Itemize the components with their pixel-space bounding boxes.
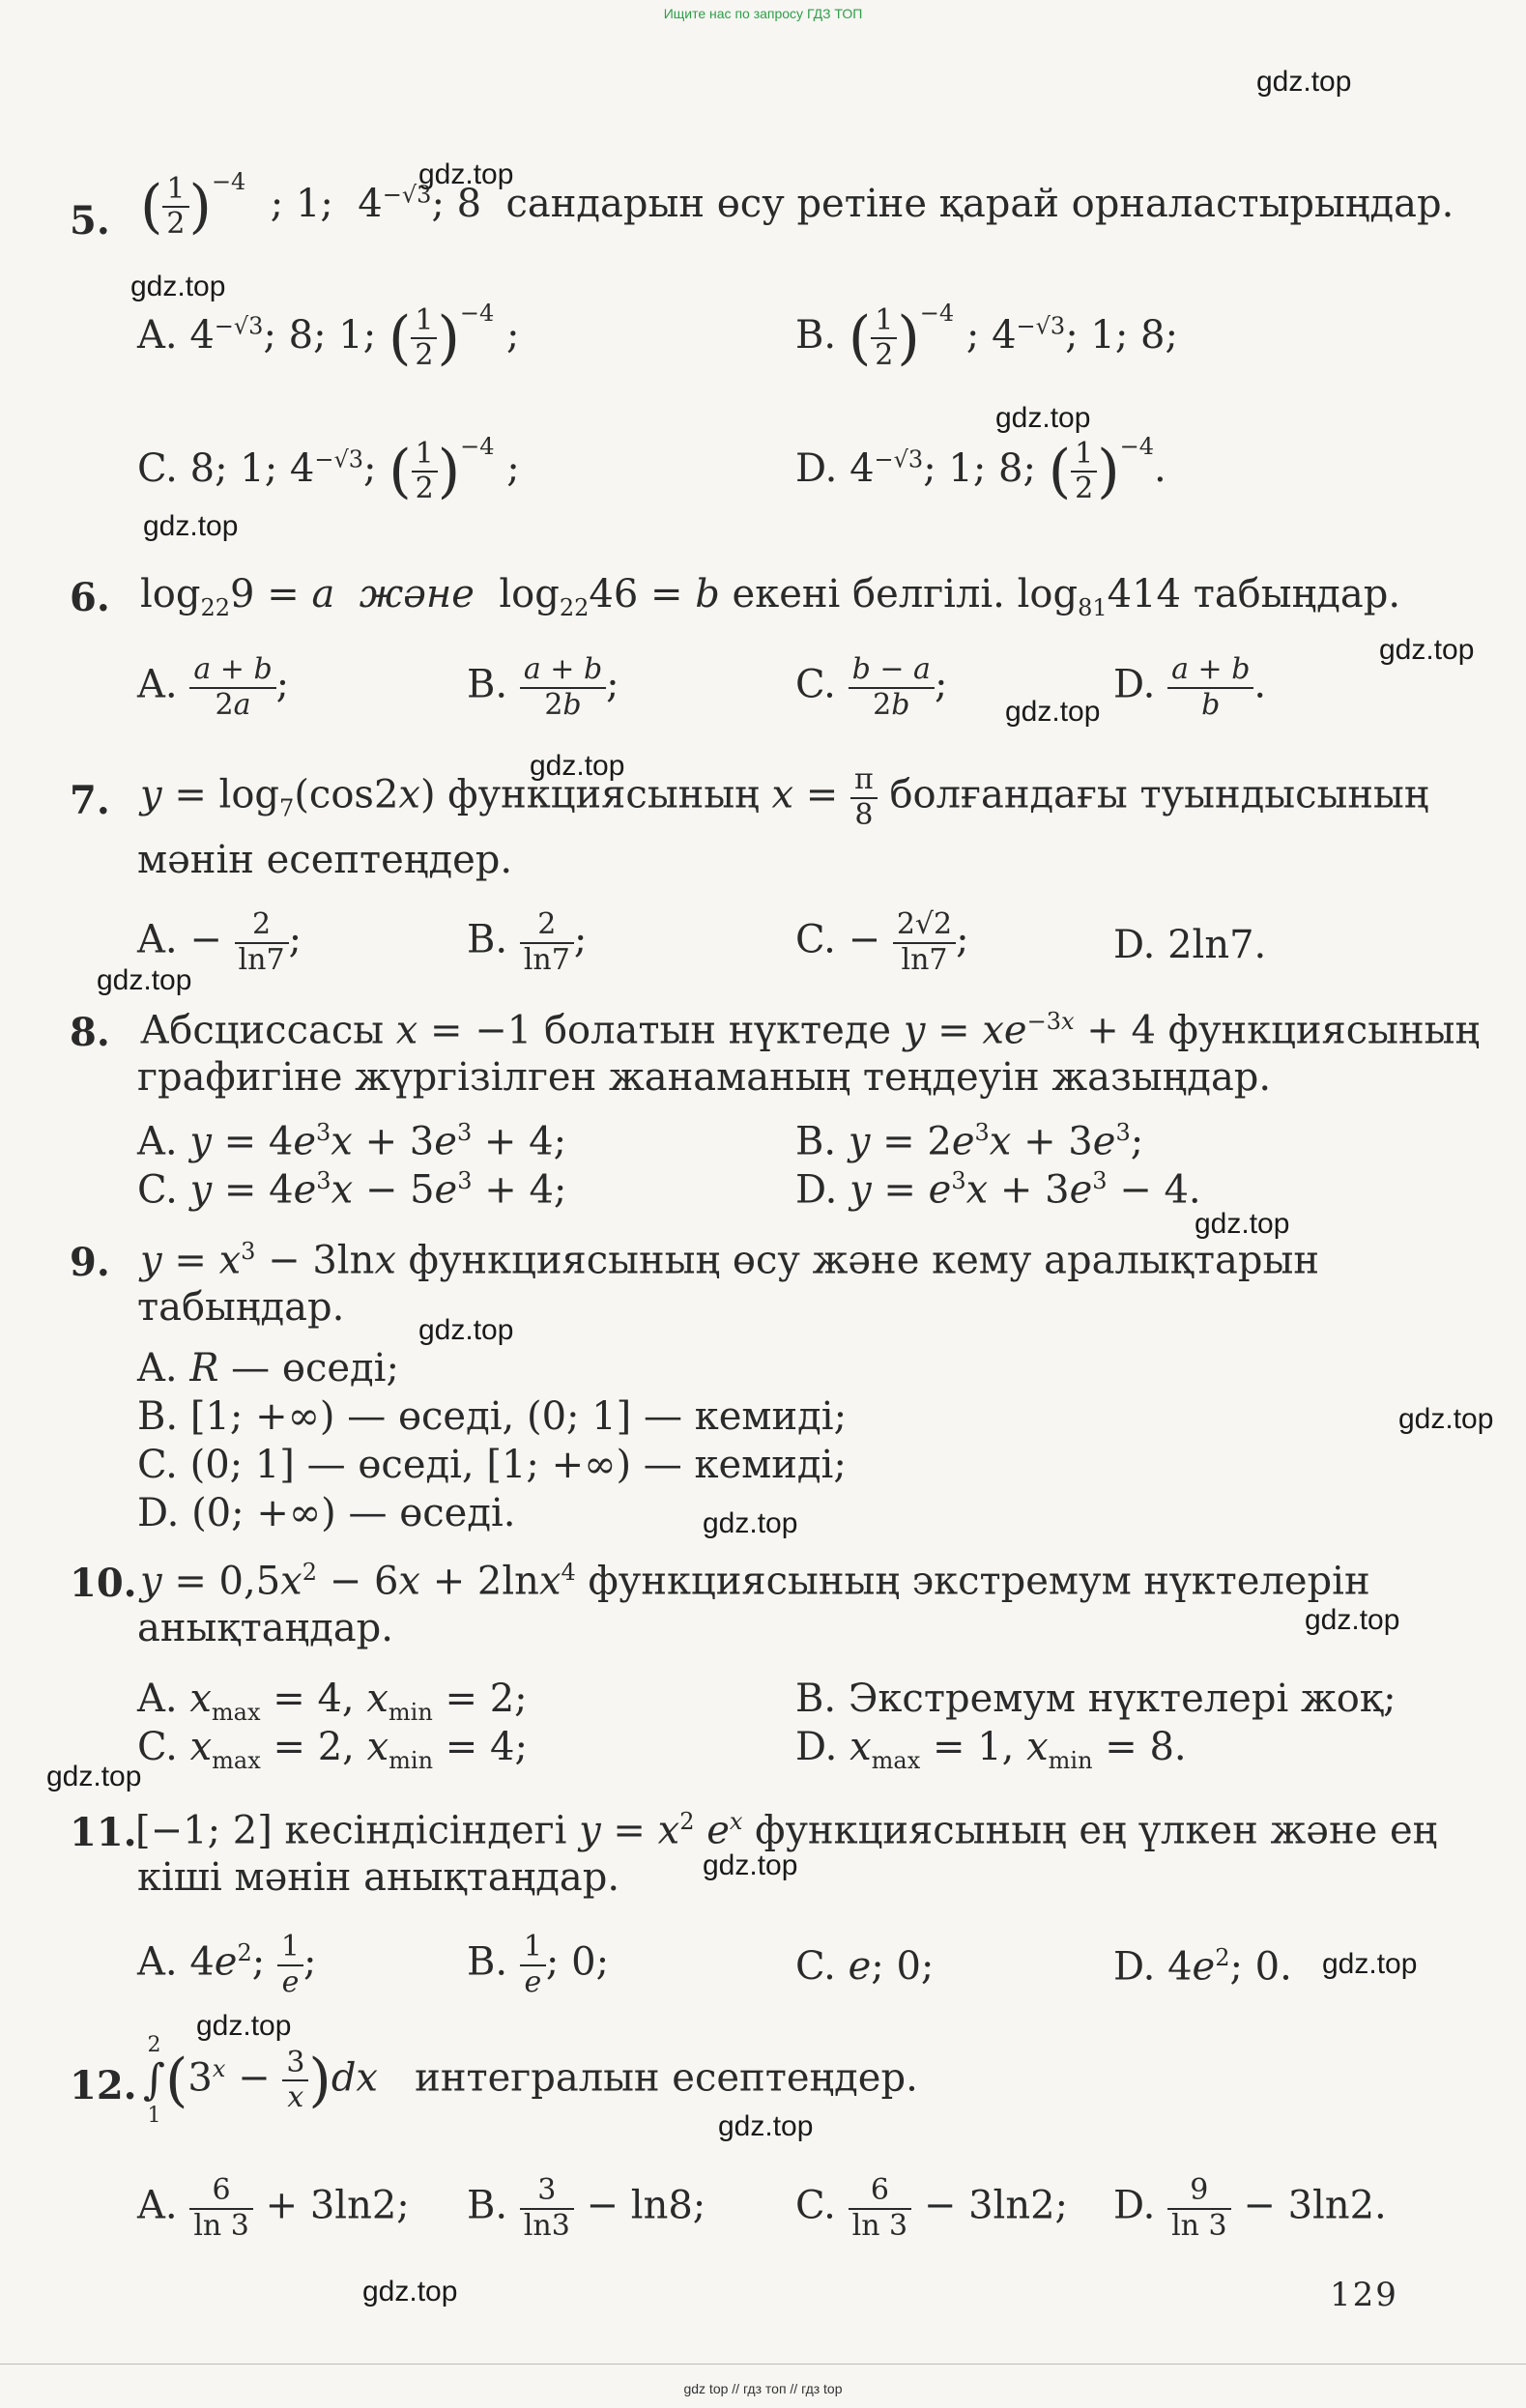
option-c: C. 8; 1; $4^{-√3}$; ( $\frac{1}{2}$ )$^{-4}$ ; <box>137 433 520 505</box>
watermark: gdz.top <box>418 1314 514 1346</box>
option-d: D. $\frac{9}{\ln 3}$ − 3ln2. <box>1113 2173 1387 2243</box>
problem-number: 7. <box>70 778 110 823</box>
problem-5-statement: ( $\frac{1}{2}$ )$^{-4}$ ; 1; $4^{-√3}$; 8 сандарын өсу ретіне қарай орналастырыңдар. <box>140 168 1454 241</box>
watermark: gdz.top <box>97 964 192 996</box>
problem-11-statement: [−1; 2] кесіндісіндегі $y = x^2$ $e^x$ функциясының ең үлкен және ең <box>135 1808 1438 1853</box>
watermark: gdz.top <box>1322 1948 1418 1980</box>
option-a: A. $4^{-√3}$; 8; 1; ( $\frac{1}{2}$ )$^{-4}$ ; <box>137 300 520 372</box>
option-a: A. $\frac{6}{\ln 3}$ + 3ln2; <box>137 2173 410 2243</box>
option-d: D. $y = e^3x + 3e^3 - 4$. <box>795 1167 1201 1213</box>
problem-number: 5. <box>70 198 110 244</box>
watermark: gdz.top <box>703 1849 798 1881</box>
option-b: B. $y = 2e^3x + 3e^3$; <box>795 1119 1144 1164</box>
problem-8-line2: графигіне жүргізілген жанаманың теңдеуін жазыңдар. <box>137 1055 1272 1100</box>
option-b: B. $\frac{2}{\ln 7}$ ; <box>467 907 588 977</box>
watermark: gdz.top <box>1305 1604 1400 1636</box>
option-a: A. $\frac{a + b}{2a}$ ; <box>137 652 290 722</box>
problem-number: 12. <box>70 2063 137 2108</box>
watermark: gdz.top <box>46 1761 142 1792</box>
option-a: A. − $\frac{2}{\ln 7}$ ; <box>137 907 302 977</box>
problem-number: 10. <box>70 1561 137 1606</box>
problem-8-statement: Абсциссасы x = −1 болатын нүктеде $y = xe^{-3x} + 4$ функциясының <box>140 1008 1481 1053</box>
problem-7-line2: мәнін есептеңдер. <box>137 838 513 882</box>
option-c: C. − $\frac{2√2}{\ln 7}$ ; <box>795 907 969 977</box>
problem-9-statement: $y = x^3 - 3\ln x$ функциясының өсу және кему аралықтарын <box>140 1238 1320 1283</box>
option-d: D. (0; +∞) — өседі. <box>137 1491 516 1535</box>
watermark: gdz.top <box>1005 696 1101 728</box>
problem-11-line2: кіші мәнін анықтаңдар. <box>137 1855 620 1900</box>
watermark: gdz.top <box>418 158 514 190</box>
problem-7-statement: $y = \log_7(\cos 2x)$ функциясының x = $\frac{\pi}{8}$ болғандағы туындысының <box>140 762 1429 832</box>
watermark: gdz.top <box>196 2010 292 2042</box>
watermark: gdz.top <box>362 2276 458 2308</box>
problem-12-statement: 2 ∫ $1(3^x$ − $\frac{3}{x}$ )dx интегралын есептеңдер. <box>143 2033 918 2128</box>
watermark: gdz.top <box>703 1507 798 1539</box>
option-a: A. $4e^2$; $\frac{1}{e}$ ; <box>137 1930 317 1999</box>
watermark: gdz.top <box>995 402 1091 434</box>
footer-divider <box>0 2364 1526 2365</box>
option-b: B. $\frac{3}{\ln 3}$ − ln8; <box>467 2173 706 2243</box>
option-d: D. 2ln7. <box>1113 923 1267 967</box>
problem-6-statement: $\log_{22}9 = a$ және $\log_{22}46 = b$ екені белгілі. $\log_{81}414$ табыңдар. <box>140 572 1401 621</box>
problem-10-statement: $y = 0,5x^2 - 6x + 2\ln x^4$ функциясының экстремум нүктелерін <box>140 1559 1370 1604</box>
option-b: B. ( $\frac{1}{2}$ )$^{-4}$ ; $4^{-√3}$; 1; 8; <box>795 300 1178 372</box>
option-d: D. $4e^2$; 0. <box>1113 1944 1292 1990</box>
problem-9-line2: табыңдар. <box>137 1285 345 1330</box>
option-a: A. $x_{max} = 4$, $x_{min} = 2$; <box>137 1677 528 1726</box>
problem-number: 11. <box>70 1810 137 1855</box>
option-d: D. $4^{-√3}$; 1; 8; ( $\frac{1}{2}$ )$^{-4}$. <box>795 433 1166 505</box>
option-c: C. (0; 1] — өседі, [1; +∞) — кемиді; <box>137 1443 847 1487</box>
watermark: gdz.top <box>130 271 226 302</box>
problem-5-text: сандарын өсу ретіне қарай орналастырыңдар. <box>505 182 1454 226</box>
watermark: gdz.top <box>718 2110 814 2142</box>
option-b: B. $\frac{a + b}{2b}$ ; <box>467 652 619 722</box>
option-d: D. $\frac{a + b}{b}$ . <box>1113 652 1267 722</box>
option-b: B. Экстремум нүктелері жоқ; <box>795 1677 1396 1721</box>
option-b: B. [1; +∞) — өседі, (0; 1] — кемиді; <box>137 1394 848 1439</box>
watermark: gdz.top <box>1398 1403 1494 1435</box>
header-note[interactable]: Ищите нас по запросу ГДЗ ТОП <box>663 6 863 21</box>
watermark: gdz.top <box>1379 634 1475 666</box>
problem-number: 8. <box>70 1010 110 1055</box>
watermark: gdz.top <box>530 750 625 782</box>
option-b: B. $\frac{1}{e}$ ; 0; <box>467 1930 610 1999</box>
problem-10-line2: анықтаңдар. <box>137 1606 393 1650</box>
option-a: A. R — өседі; <box>137 1346 399 1390</box>
option-c: C. $\frac{b - a}{2b}$ ; <box>795 652 948 722</box>
watermark: gdz.top <box>1256 66 1352 98</box>
footer-note[interactable]: gdz top // гдз топ // гдз top <box>683 2381 843 2396</box>
watermark: gdz.top <box>1195 1208 1290 1240</box>
option-c: C. $y = 4e^3x - 5e^3 + 4$; <box>137 1167 567 1213</box>
option-c: C. e; 0; <box>795 1944 935 1989</box>
page-number: 129 <box>1330 2276 1398 2314</box>
option-c: C. $\frac{6}{\ln 3}$ − 3ln2; <box>795 2173 1069 2243</box>
watermark: gdz.top <box>143 510 239 542</box>
option-a: A. $y = 4e^3x + 3e^3 + 4$; <box>137 1119 567 1164</box>
option-c: C. $x_{max} = 2$, $x_{min} = 4$; <box>137 1725 528 1774</box>
option-d: D. $x_{max} = 1$, $x_{min} = 8$. <box>795 1725 1187 1774</box>
problem-number: 6. <box>70 575 110 620</box>
problem-number: 9. <box>70 1240 110 1285</box>
